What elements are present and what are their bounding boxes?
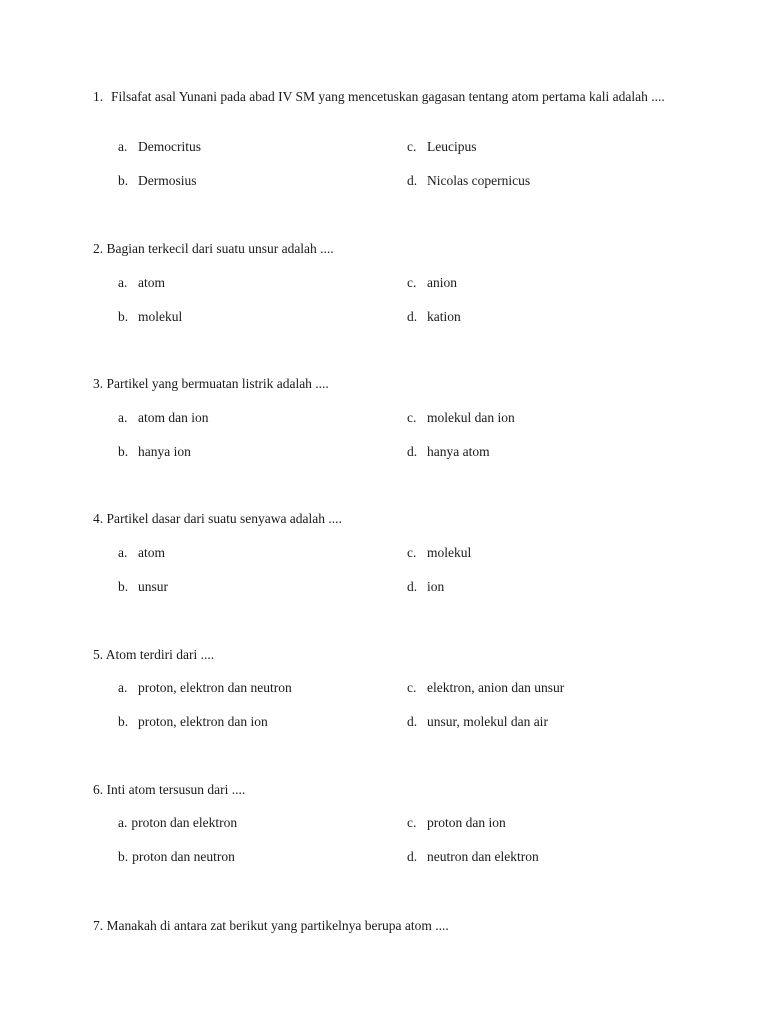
option-a <box>118 138 201 155</box>
option-text: molekul <box>138 309 183 324</box>
option-text: neutron dan elektron <box>427 849 539 864</box>
option-text: proton dan neutron <box>132 849 235 864</box>
option-label: b. <box>118 849 129 864</box>
option-label: b. <box>118 714 129 729</box>
question-7 <box>93 917 678 934</box>
option-d <box>407 308 461 325</box>
option-label: a. <box>118 545 128 560</box>
question-number: 7. <box>93 918 104 933</box>
option-label: c. <box>407 139 417 154</box>
question-1 <box>93 88 678 105</box>
option-text: hanya atom <box>427 444 490 459</box>
option-a <box>118 679 292 696</box>
option-label: c. <box>407 410 417 425</box>
question-number: 2. <box>93 241 104 256</box>
option-d <box>407 443 490 460</box>
option-text: kation <box>427 309 461 324</box>
option-text: Dermosius <box>138 173 197 188</box>
option-text: proton dan elektron <box>131 815 238 830</box>
option-label: b. <box>118 444 129 459</box>
option-label: b. <box>118 579 129 594</box>
option-text: hanya ion <box>138 444 191 459</box>
option-d <box>407 172 530 189</box>
option-b <box>118 578 168 595</box>
option-label: d. <box>407 173 418 188</box>
option-b <box>118 172 197 189</box>
option-c <box>407 544 471 561</box>
option-label: a. <box>118 275 128 290</box>
question-text: Partikel dasar dari suatu senyawa adalah .... <box>106 511 342 526</box>
option-label: d. <box>407 579 418 594</box>
option-label: b. <box>118 309 129 324</box>
option-d <box>407 713 548 730</box>
question-4 <box>93 510 678 527</box>
option-text: atom dan ion <box>138 410 209 425</box>
option-label: a. <box>118 815 128 830</box>
question-6 <box>93 781 678 798</box>
option-text: anion <box>427 275 457 290</box>
option-label: a. <box>118 680 128 695</box>
option-b <box>118 443 191 460</box>
option-c <box>407 409 515 426</box>
option-text: Nicolas copernicus <box>427 173 531 188</box>
option-c <box>407 679 564 696</box>
option-d <box>407 848 539 865</box>
question-text: Atom terdiri dari .... <box>105 647 215 662</box>
question-number: 6. <box>93 782 104 797</box>
question-text: Partikel yang bermuatan listrik adalah .... <box>106 376 329 391</box>
option-text: unsur <box>138 579 168 594</box>
question-text: Inti atom tersusun dari .... <box>106 782 246 797</box>
option-c <box>407 814 506 831</box>
question-3 <box>93 375 678 392</box>
option-c <box>407 138 477 155</box>
question-number: 3. <box>93 376 104 391</box>
option-b <box>118 848 235 865</box>
option-text: atom <box>138 545 165 560</box>
option-label: d. <box>407 714 418 729</box>
option-a <box>118 814 237 831</box>
question-number: 4. <box>93 511 104 526</box>
question-text: Filsafat asal Yunani pada abad IV SM yang mencetuskan gagasan tentang atom pertama kali adalah .... <box>111 89 665 104</box>
option-label: a. <box>118 410 128 425</box>
option-text: proton, elektron dan neutron <box>138 680 292 695</box>
option-text: molekul dan ion <box>427 410 515 425</box>
question-number: 5. <box>93 647 104 662</box>
question-text: Bagian terkecil dari suatu unsur adalah .... <box>106 241 334 256</box>
option-text: ion <box>427 579 445 594</box>
option-text: Leucipus <box>427 139 477 154</box>
option-text: elektron, anion dan unsur <box>427 680 565 695</box>
option-label: d. <box>407 849 418 864</box>
option-label: d. <box>407 309 418 324</box>
option-a <box>118 274 165 291</box>
option-label: d. <box>407 444 418 459</box>
option-c <box>407 274 457 291</box>
option-label: c. <box>407 815 417 830</box>
question-number: 1. <box>93 89 104 104</box>
option-label: c. <box>407 545 417 560</box>
question-5 <box>93 646 678 663</box>
option-text: atom <box>138 275 165 290</box>
option-text: molekul <box>427 545 472 560</box>
option-b <box>118 713 268 730</box>
question-2 <box>93 240 678 257</box>
option-b <box>118 308 182 325</box>
option-text: unsur, molekul dan air <box>427 714 548 729</box>
question-text: Manakah di antara zat berikut yang partikelnya berupa atom .... <box>106 918 449 933</box>
option-text: proton dan ion <box>427 815 506 830</box>
option-label: c. <box>407 275 417 290</box>
option-a <box>118 409 209 426</box>
option-label: a. <box>118 139 128 154</box>
option-label: b. <box>118 173 129 188</box>
option-text: Democritus <box>138 139 201 154</box>
option-text: proton, elektron dan ion <box>138 714 268 729</box>
option-d <box>407 578 444 595</box>
option-label: c. <box>407 680 417 695</box>
option-a <box>118 544 165 561</box>
